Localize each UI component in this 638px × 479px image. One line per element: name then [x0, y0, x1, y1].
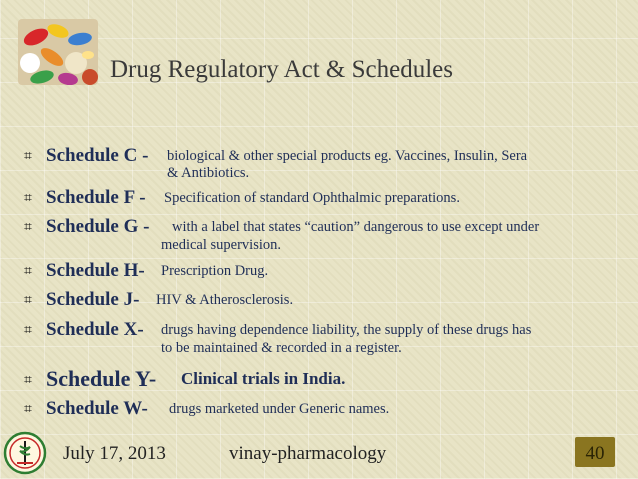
slide-title: Drug Regulatory Act & Schedules — [110, 56, 453, 83]
schedule-desc-cont: medical supervision. — [161, 237, 282, 253]
schedule-desc: drugs having dependence liability, the supply of these drugs has — [161, 322, 532, 338]
schedule-desc-cont: to be maintained & recorded in a register. — [161, 340, 402, 356]
schedule-desc: Specification of standard Ophthalmic preparations. — [164, 190, 460, 206]
hash-bullet-icon: ⌗ — [24, 292, 32, 308]
hash-bullet-icon: ⌗ — [24, 263, 32, 279]
page-number: 40 — [585, 443, 605, 464]
schedule-desc: Clinical trials in India. — [181, 369, 346, 388]
schedule-desc: biological & other special products eg. Vaccines, Insulin, Sera — [167, 148, 528, 164]
schedule-name: Schedule G - — [46, 216, 150, 237]
schedule-name: Schedule C - — [46, 145, 149, 166]
hash-bullet-icon: ⌗ — [24, 148, 32, 164]
schedule-name: Schedule F - — [46, 187, 146, 208]
schedule-desc: drugs marketed under Generic names. — [169, 401, 390, 417]
hash-bullet-icon: ⌗ — [24, 219, 32, 235]
schedule-name: Schedule X- — [46, 319, 144, 340]
schedule-name: Schedule W- — [46, 398, 148, 419]
schedule-name: Schedule J- — [46, 289, 140, 310]
pharmacy-emblem-icon — [3, 431, 47, 475]
schedule-desc-cont: & Antibiotics. — [167, 165, 250, 181]
schedule-desc: with a label that states “caution” dangerous to use except under — [172, 219, 540, 235]
hash-bullet-icon: ⌗ — [24, 372, 32, 388]
hash-bullet-icon: ⌗ — [24, 401, 32, 417]
pills-image — [18, 19, 98, 85]
schedule-name: Schedule H- — [46, 260, 145, 281]
schedule-name: Schedule Y- — [46, 366, 157, 391]
footer-author: vinay-pharmacology — [229, 443, 387, 464]
schedule-desc: HIV & Atherosclerosis. — [156, 292, 294, 308]
hash-bullet-icon: ⌗ — [24, 190, 32, 206]
schedule-desc: Prescription Drug. — [161, 263, 269, 279]
hash-bullet-icon: ⌗ — [24, 322, 32, 338]
footer-date: July 17, 2013 — [63, 443, 166, 464]
